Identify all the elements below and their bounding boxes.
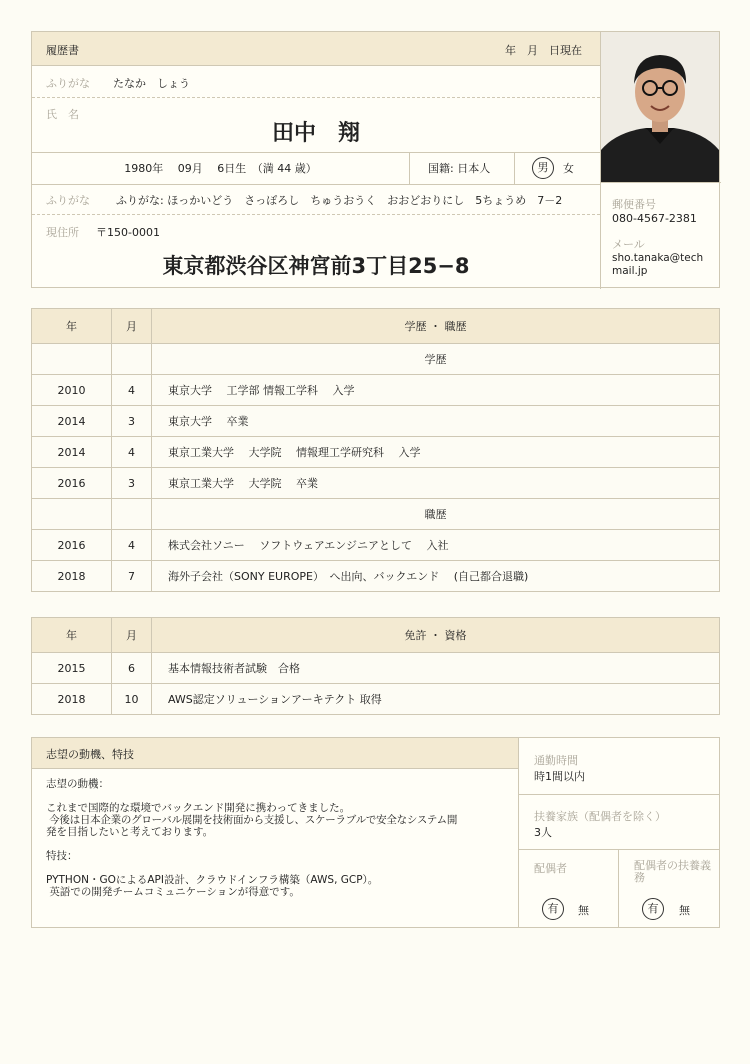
dependents-label: 扶養家族（配偶者を除く） — [534, 810, 666, 823]
motivation-header: 志望の動機、特技 — [46, 748, 134, 761]
row-desc: 東京工業大学 大学院 情報理工学研究科 入学 — [152, 437, 720, 468]
row-month: 7 — [112, 561, 152, 592]
row-month: 4 — [112, 375, 152, 406]
row-year: 2014 — [32, 406, 112, 437]
motivation-section — [31, 737, 720, 928]
motive-title: 志望の動機： — [46, 778, 109, 790]
postal-code: 〒150-0001 — [96, 226, 160, 239]
motivation-header-bar — [32, 738, 518, 769]
commute-label: 通勤時間 — [534, 754, 578, 767]
dependents-count: 3人 — [534, 826, 552, 839]
portrait-photo — [601, 32, 719, 182]
spouse-support-label: 配偶者の扶養義務 — [634, 859, 711, 884]
spouse-no[interactable]: 無 — [578, 904, 589, 917]
row-year: 2010 — [32, 375, 112, 406]
commute-time: 時1間以内 — [534, 770, 585, 783]
spouse-label: 配偶者 — [534, 862, 567, 875]
table-row — [32, 684, 720, 715]
spouse-yes-selected[interactable]: 有 — [542, 898, 564, 920]
table-row — [32, 406, 720, 437]
motive-line: 今後は日本企業のグローバル展開を技術面から支援し、スケーラブルで安全なシステム開 — [46, 814, 458, 826]
profile-section — [31, 31, 720, 288]
col-month: 月 — [112, 309, 152, 344]
motivation-body — [46, 778, 512, 898]
row-month: 10 — [112, 684, 152, 715]
row-month: 6 — [112, 653, 152, 684]
history-table — [31, 308, 720, 592]
row-desc: 東京工業大学 大学院 卒業 — [152, 468, 720, 499]
row-desc: 株式会社ソニー ソフトウェアエンジニアとして 入社 — [152, 530, 720, 561]
row-year: 2016 — [32, 530, 112, 561]
gender-female[interactable]: 女 — [563, 162, 574, 175]
table-row — [32, 561, 720, 592]
birth-date: 1980年 09月 6日生 （満 44 歳） — [124, 162, 317, 175]
table-row — [32, 437, 720, 468]
table-row — [32, 530, 720, 561]
furigana-name: たなか しょう — [113, 77, 190, 90]
row-desc: 東京大学 卒業 — [152, 406, 720, 437]
section-work: 職歴 — [152, 499, 720, 530]
postal-code-label: 郵便番号 — [612, 198, 656, 211]
row-year: 2018 — [32, 684, 112, 715]
col-licenses: 免許 ・ 資格 — [152, 618, 720, 653]
license-table — [31, 617, 720, 715]
title-bar — [32, 32, 600, 66]
phone-number: 080-4567-2381 — [612, 212, 697, 225]
address-furigana: ふりがな: ほっかいどう さっぽろし ちゅうおうく おおどおりにし 5ちょうめ 7－2 — [116, 194, 563, 207]
full-name: 田中 翔 — [271, 121, 360, 146]
skill-title: 特技： — [46, 850, 78, 862]
row-desc: AWS認定ソリューションアーキテクト 取得 — [152, 684, 720, 715]
row-desc: 東京大学 工学部 情報工学科 入学 — [152, 375, 720, 406]
motive-line: これまで国際的な環境でバックエンド開発に携わってきました。 — [46, 802, 351, 814]
row-month: 4 — [112, 530, 152, 561]
skill-line: PYTHON・GOによるAPI設計、クラウドインフラ構築（AWS, GCP）。 — [46, 874, 379, 886]
col-year: 年 — [32, 309, 112, 344]
name-label: 氏 名 — [46, 108, 79, 121]
row-desc: 基本情報技術者試験 合格 — [152, 653, 720, 684]
row-year: 2016 — [32, 468, 112, 499]
table-row — [32, 468, 720, 499]
gender-male-selected[interactable]: 男 — [532, 157, 554, 179]
spouse-support-yes-selected[interactable]: 有 — [642, 898, 664, 920]
furigana-label: ふりがな — [46, 77, 90, 90]
row-month: 4 — [112, 437, 152, 468]
col-year: 年 — [32, 618, 112, 653]
table-row — [32, 375, 720, 406]
email-address: sho.tanaka@tech mail.jp — [612, 252, 704, 277]
row-month: 3 — [112, 468, 152, 499]
nationality: 国籍: 日本人 — [428, 162, 491, 175]
address-label: 現住所 — [46, 226, 79, 239]
photo — [601, 32, 719, 182]
date-label: 年 月 日現在 — [505, 44, 582, 57]
row-year: 2014 — [32, 437, 112, 468]
skill-line: 英語での開発チームコミュニケーションが得意です。 — [46, 886, 300, 898]
address: 東京都渋谷区神宮前3丁目25−8 — [162, 254, 470, 278]
row-year: 2018 — [32, 561, 112, 592]
col-history: 学歴 ・ 職歴 — [152, 309, 720, 344]
row-year: 2015 — [32, 653, 112, 684]
section-education: 学歴 — [152, 344, 720, 375]
motive-line: 発を目指したいと考えております。 — [46, 826, 214, 838]
col-month: 月 — [112, 618, 152, 653]
table-row — [32, 653, 720, 684]
document-title: 履歴書 — [46, 44, 79, 57]
address-furigana-label: ふりがな — [46, 194, 90, 207]
row-desc: 海外子会社（SONY EUROPE） へ出向、バックエンド (自己都合退職) — [152, 561, 720, 592]
spouse-support-no[interactable]: 無 — [679, 904, 690, 917]
email-label: メール — [612, 238, 645, 251]
row-month: 3 — [112, 406, 152, 437]
